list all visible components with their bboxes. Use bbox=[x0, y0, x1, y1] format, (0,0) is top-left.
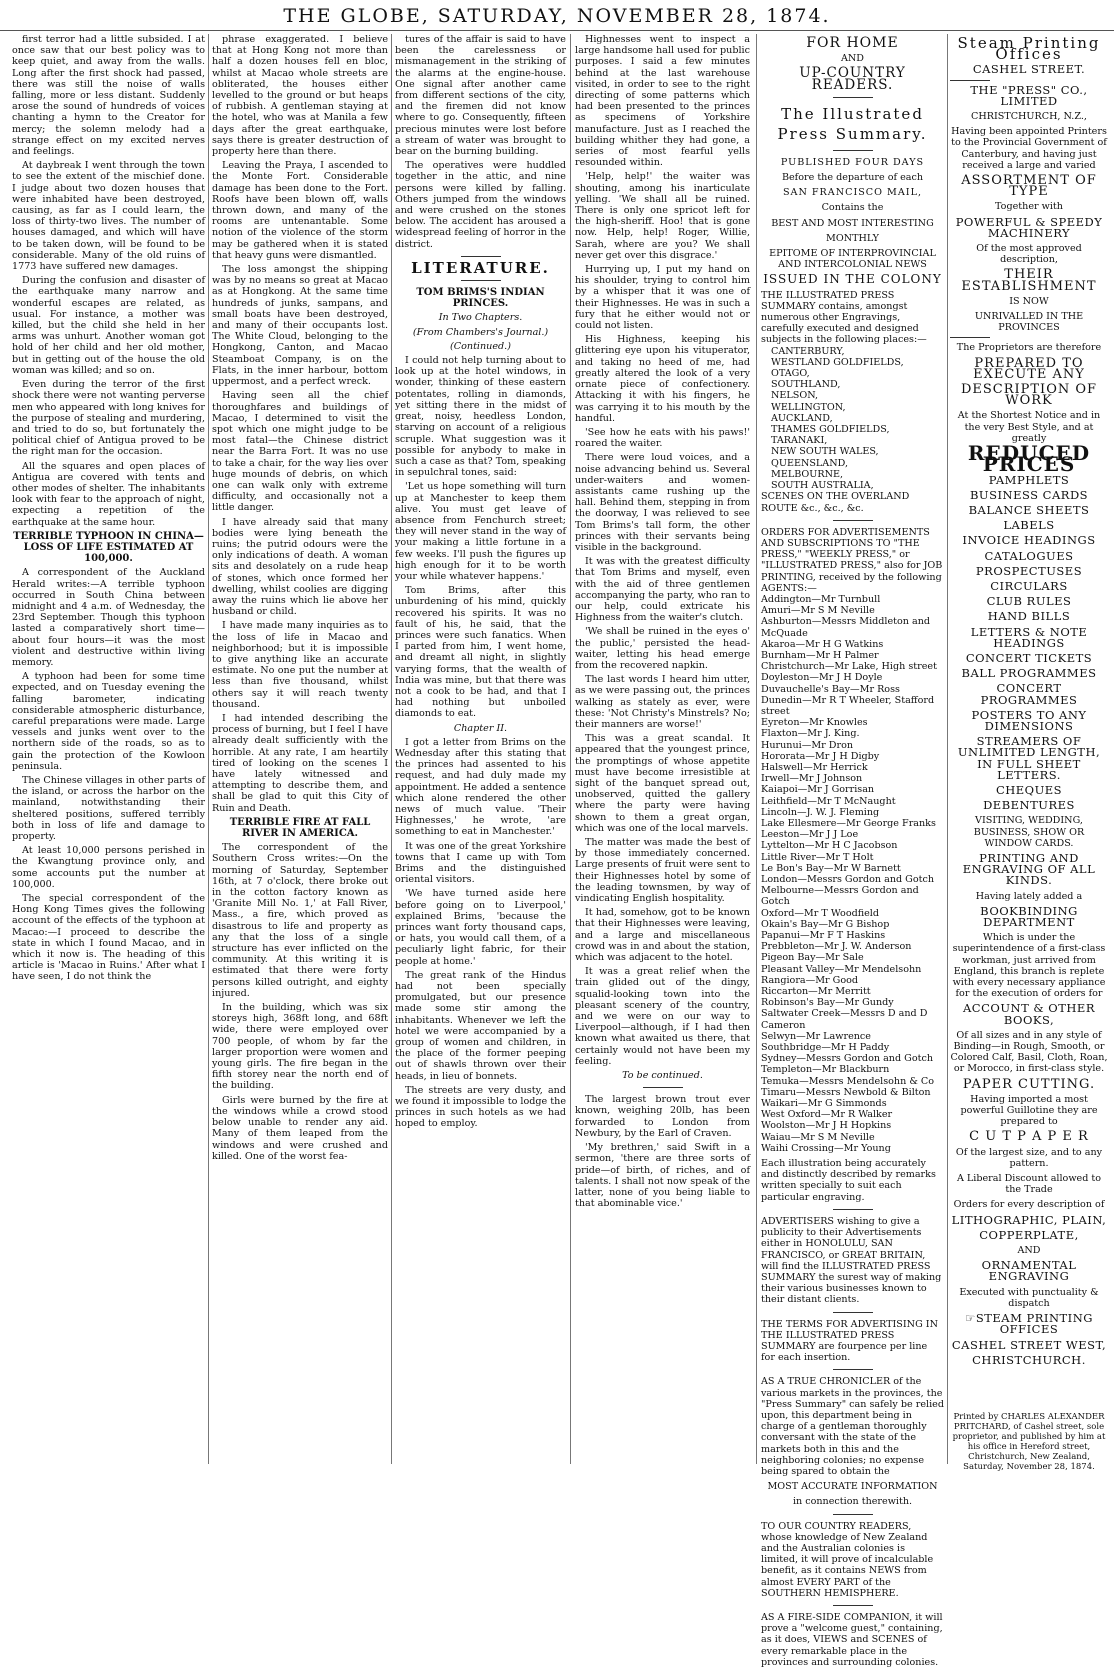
ad-line: CASHEL STREET. bbox=[972, 62, 1086, 77]
service-item: CIRCULARS bbox=[990, 578, 1068, 593]
paragraph: A correspondent of the Auckland Herald writes:—A terrible typhoon occurred in South China between midnight and 4 a.m. of Wednesday, the 23rd September. Though this typhoon lasted a comparatively short time—about four hours—it was the most violent and destructive within living memory. bbox=[12, 567, 205, 668]
list-item: Woolston—Mr J H Hopkins bbox=[761, 1120, 892, 1132]
divider bbox=[833, 97, 873, 98]
list-item: Timaru—Messrs Newbold & Bilton bbox=[761, 1086, 931, 1098]
list-item: Leithfield—Mr T McNaught bbox=[761, 795, 896, 807]
list-item: Doyleston—Mr J H Doyle bbox=[761, 672, 883, 684]
list-item: Lyttelton—Mr H C Jacobson bbox=[761, 840, 898, 852]
list-item: Le Bon's Bay—Mr W Barnett bbox=[761, 862, 901, 874]
column-6-printing-ad bbox=[950, 34, 1108, 1409]
paragraph: Girls were burned by the fire at the windows while a crowd stood below unable to render any aid. Many of them leaped from the windows and were crushed and killed. One of the worst fea- bbox=[212, 1094, 388, 1162]
paragraph: 'Let us hope something will turn up at Manchester to keep them alive. You must get leave of absence from Fenchurch street; they will never stand in the way of your making a little fortune in a few weeks. I'll push the figures up high enough for it to be worth your while whatever happens.' bbox=[395, 481, 566, 582]
service-item: PAMPHLETS bbox=[988, 472, 1070, 487]
service-item: CONCERT TICKETS bbox=[965, 650, 1093, 665]
service-item: LETTERS & NOTE HEADINGS bbox=[970, 624, 1088, 650]
paragraph: phrase exaggerated. I believe that at Hong Kong not more than half a dozen houses fell en bloc, whilst at Macao whole streets are obliterated, the houses either levelled to the ground or but heaps of rubbish. A gentleman staying at the hotel, who was at Manila a few days after the great earthquake, says there is greater destruction of property here than there. bbox=[212, 34, 388, 158]
ad-text: SCENES ON THE OVERLAND ROUTE &c., &c., &c. bbox=[761, 491, 910, 514]
story-chapters: In Two Chapters. bbox=[438, 312, 523, 324]
ad-line: MOST ACCURATE INFORMATION bbox=[767, 1481, 938, 1493]
column-3 bbox=[395, 34, 566, 1464]
list-item: Dunedin—Mr R T Wheeler, Stafford street bbox=[761, 694, 935, 717]
list-item: Temuka—Messrs Mendelsohn & Co bbox=[761, 1075, 935, 1087]
ad-line: THE "PRESS" CO., LIMITED bbox=[970, 82, 1088, 108]
paragraph: I could not help turning about to look up at the hotel windows, in wonder, thinking of these eastern potentates, rolling in diamonds, yet sitting there in the midst of great, noisy, heedless London, starving on account of a religious scruple. What suggestion was it possible for anybody to make in such a case as that? Tom, speaking in sepulchral tones, said: bbox=[395, 355, 567, 479]
ad-line: CHRISTCHURCH, N.Z., bbox=[971, 111, 1087, 123]
list-item: THAMES GOLDFIELDS, bbox=[771, 424, 890, 436]
paragraph: The operatives were huddled together in the attic, and nine persons were killed by falling. Others jumped from the windows and were crushed on the stones below. The accident has aroused a widespread feeling of horror in the district. bbox=[395, 160, 566, 250]
list-item: Papanui—Mr F T Haskins bbox=[761, 930, 886, 942]
list-item: Amuri—Mr S M Neville bbox=[761, 605, 875, 617]
ad-line: CASHEL STREET WEST, bbox=[951, 1337, 1107, 1352]
list-item: Duvauchelle's Bay—Mr Ross bbox=[761, 683, 900, 695]
divider bbox=[833, 1312, 873, 1313]
masthead: THE GLOBE, SATURDAY, NOVEMBER 28, 1874. bbox=[0, 0, 1114, 31]
ad-text: TO OUR COUNTRY READERS, whose knowledge of New Zealand and the Australian colonies is limited, it will prove of incalculable benefit, as it contains NEWS from almost EVERY PART of the SOUTHERN HEMISPHERE. bbox=[761, 1520, 934, 1599]
ad-text: Having been appointed Printers to the Provincial Government of Canterbury, and having just received a large and varied bbox=[951, 126, 1107, 171]
paragraph: I had intended describing the process of burning, but I feel I have already dealt sufficiently with the horrible. At any rate, I am heartily tired of looking on the scenes I have lately witnessed and attempting to describe them, and shall be glad to quit this City of Ruin and Death. bbox=[212, 712, 388, 814]
list-item: Lake Ellesmere—Mr George Franks bbox=[761, 817, 936, 829]
list-item: NELSON, bbox=[771, 390, 819, 402]
list-item: Templeton—Mr Blackburn bbox=[761, 1064, 890, 1076]
list-item: Flaxton—Mr J. King. bbox=[761, 728, 860, 740]
ad-line: MONTHLY bbox=[826, 232, 879, 244]
article-heading: TERRIBLE FIRE AT FALL RIVER IN AMERICA. bbox=[229, 816, 371, 840]
list-item: Rangiora—Mr Good bbox=[761, 974, 859, 986]
list-item: NEW SOUTH WALES, bbox=[771, 446, 879, 458]
paragraph: 'We shall be ruined in the eyes o' the public,' persisted the head-waiter, letting his head emerge from the recovered napkin. bbox=[575, 626, 750, 671]
ad-line: The Proprietors are therefore bbox=[956, 342, 1102, 354]
ad-line: LITHOGRAPHIC, PLAIN, bbox=[951, 1212, 1107, 1227]
list-item: Halswell—Mr Herrick bbox=[761, 761, 868, 773]
ad-line: CHRISTCHURCH. bbox=[972, 1352, 1086, 1367]
list-item: Waikari—Mr G Simmonds bbox=[761, 1098, 887, 1110]
list-item: Irwell—Mr J Johnson bbox=[761, 773, 863, 785]
ad-text: ADVERTISERS wishing to give a publicity to their Advertisements either in HONOLULU, SAN FRANCISCO, or GREAT BRITAIN, will find the ILLUSTRATED PRESS SUMMARY the surest way of making their various businesses known to their distant clients. bbox=[761, 1215, 942, 1306]
paragraph: first terror had a little subsided. I at once saw that our best policy was to keep quiet, and away from the walls. Long after the first shock had passed, there was still the noise of walls falling, more or less distant. Suddenly arose the sound of hundreds of voices chanting a hymn to the Creator for mercy; the solemn melody had a strange effect on my excited nerves and feelings. bbox=[12, 34, 205, 158]
ad-line: CHEQUES bbox=[995, 782, 1063, 797]
ad-line: VISITING, WEDDING, BUSINESS, SHOW OR WINDOW CARDS. bbox=[973, 815, 1085, 849]
paragraph: 'We have turned aside here before going on to Liverpool,' explained Brims, 'because the princes want forty thousand caps, or hats, you would call them, of a peculiarly light fabric, for their people at home.' bbox=[395, 888, 566, 967]
service-item: LABELS bbox=[1003, 518, 1055, 533]
chapter-heading: Chapter II. bbox=[453, 722, 508, 734]
column-rule bbox=[208, 34, 209, 1464]
ad-line: ACCOUNT & OTHER BOOKS, bbox=[963, 1001, 1095, 1027]
ad-line: COPPERPLATE, bbox=[979, 1227, 1079, 1242]
paragraph: The great rank of the Hindus had not been specially promulgated, but our presence made some stir among the inhabitants. Whenever we left the hotel we were accompanied by a group of women and children, in the place of the former peeping out of shawls thrown over their heads, in lieu of bonnets. bbox=[395, 969, 566, 1082]
places-list bbox=[761, 346, 944, 492]
paragraph: It was a great relief when the train glided out of the dingy, squalid-looking town into the pleasant scenery of the country, and we were on our way to Liverpool—although, if I had then known what awaited us there, that certainly would not have been my feeling. bbox=[575, 966, 750, 1067]
paragraph: Even during the terror of the first shock there were not wanting perverse men who appeared with long knives for the purpose of stealing and murdering, and tried to do so, but fortunately the political chief of Antigua proved to be the right man for the occasion. bbox=[12, 379, 205, 458]
paragraph: It was with the greatest difficulty that Tom Brims and myself, even with the aid of three gentlemen accompanying the party, who ran to our help, could extricate his Highness from the waiter's clutch. bbox=[575, 556, 750, 624]
ad-line: ASSORTMENT OF TYPE bbox=[961, 173, 1097, 200]
list-item: Little River—Mr T Holt bbox=[761, 851, 874, 863]
ad-line: UNRIVALLED IN THE PROVINCES bbox=[974, 311, 1084, 334]
ad-line: BEST AND MOST INTERESTING bbox=[771, 217, 934, 229]
list-item: Waihi Crossing—Mr Young bbox=[761, 1142, 891, 1154]
list-item: QUEENSLAND, bbox=[771, 457, 849, 469]
ad-text: AS A FIRE-SIDE COMPANION, it will prove a "welcome guest," containing, as it does, VIEWS and SCENES of every remarkable place in the provinces and surrounding colonies. bbox=[761, 1611, 943, 1668]
divider bbox=[833, 1209, 873, 1210]
ad-text: Each illustration being accurately and distinctly described by remarks written specially to suit each particular engraving. bbox=[761, 1158, 936, 1203]
service-item: POSTERS TO ANY DIMENSIONS bbox=[971, 707, 1087, 733]
service-item: BUSINESS CARDS bbox=[969, 487, 1089, 502]
ad-line: DEBENTURES bbox=[983, 798, 1075, 813]
list-item: Akaroa—Mr H G Watkins bbox=[761, 638, 884, 650]
ad-line: Of the largest size, and to any pattern. bbox=[955, 1146, 1103, 1169]
paragraph: Highnesses went to inspect a large handsome hall used for public purposes. I said a few minutes behind at the last warehouse visited, in order to see to the right directing of some patterns which had been presented to the princes as specimens of Yorkshire manufacture. Just as I reached the building whither they had gone, a series of most fearful yells resounded within. bbox=[575, 34, 750, 169]
paragraph: The special correspondent of the Hong Kong Times gives the following account of the effects of the typhoon at Macao:—I proceed to describe the state in which I found Macao, and in which it now is. The heading of this article is 'Macao in Ruins.' After what I have seen, I do not think the bbox=[12, 893, 205, 983]
list-item: Robinson's Bay—Mr Gundy bbox=[761, 997, 894, 1009]
divider bbox=[461, 280, 501, 281]
paragraph: The matter was made the best of by those immediately concerned. Large presents of fruit were sent to their Highnesses hotel by some of the leading townsmen, by way of vindicating English hospitality. bbox=[575, 837, 750, 905]
list-item: Addington—Mr Turnbull bbox=[761, 593, 881, 605]
ad-text: Having imported a most powerful Guillotine they are prepared to bbox=[960, 1093, 1098, 1128]
ad-line: Of the most approved description, bbox=[976, 243, 1082, 266]
paragraph: During the confusion and disaster of the earthquake many narrow and wonderful escapes are related, as usual. For instance, a mother was killed, but the child she held in her arms was unhurt. Another woman got hold of her child and her old mother, but in getting out of the house the old woman was killed; and so on. bbox=[12, 275, 205, 376]
section-heading: LITERATURE. bbox=[411, 258, 550, 277]
paragraph: 'See how he eats with his paws!' roared the waiter. bbox=[575, 426, 750, 450]
service-item: INVOICE HEADINGS bbox=[962, 533, 1096, 548]
divider bbox=[833, 150, 873, 151]
service-item: CONCERT PROGRAMMES bbox=[980, 681, 1078, 707]
to-be-continued: To be continued. bbox=[622, 1070, 703, 1082]
ad-line: C U T P A P E R bbox=[969, 1129, 1089, 1145]
divider bbox=[833, 1514, 873, 1515]
paragraph: I have made many inquiries as to the loss of life in Macao and neighborhood; but it is impossible to give anything like an accurate estimate. No one put the number at less than five thousand, whilst others say it will reach twenty thousand. bbox=[212, 620, 388, 710]
imprint-footer: Printed by CHARLES ALEXANDER PRITCHARD, of Cashel street, sole proprietor, and published by him at his office in Hereford street, Christchurch, New Zealand, Saturday, November 28, 1874. bbox=[952, 1412, 1106, 1472]
list-item: Melbourne—Messrs Gordon and Gotch bbox=[761, 885, 919, 908]
paragraph: This was a great scandal. It appeared that the youngest prince, the promptings of whose appetite must have become irresistible at sight of the banquet spread out, unobserved, quitted the gallery where the party were having shown to them a great organ, which was one of the local marvels. bbox=[575, 733, 750, 834]
divider bbox=[833, 1369, 873, 1370]
paragraph: Hurrying up, I put my hand on his shoulder, trying to control him by a whisper that it was one of their Highnesses. He was in such a fury that he either would not or could not listen. bbox=[575, 264, 750, 332]
ad-line: At the Shortest Notice and in the very Best Style, and at greatly bbox=[957, 410, 1101, 444]
ad-line: DESCRIPTION OF WORK bbox=[960, 382, 1098, 409]
paragraph: In the building, which was six storeys high, 368ft long, and 68ft wide, there were employed over 700 people, of whom by far the larger proportion were women and young girls. The fire began in the fifth storey near the north end of the building. bbox=[212, 1002, 388, 1092]
list-item: MELBOURNE, bbox=[771, 468, 844, 480]
ad-text: THE ILLUSTRATED PRESS SUMMARY contains, amongst numerous other Engravings, carefully executed and designed subjects in the following places:— bbox=[761, 289, 927, 346]
ad-line: BOOKBINDING DEPARTMENT bbox=[980, 903, 1078, 929]
article-heading: TERRIBLE TYPHOON IN CHINA—LOSS OF LIFE ESTIMATED AT 100,000. bbox=[13, 530, 204, 565]
ad-line: Together with bbox=[995, 201, 1063, 213]
list-item: Waiau—Mr S M Neville bbox=[761, 1131, 875, 1143]
ad-line: PRINTING AND ENGRAVING OF ALL KINDS. bbox=[962, 850, 1096, 888]
divider bbox=[461, 256, 501, 257]
ad-line: Executed with punctuality & dispatch bbox=[959, 1286, 1099, 1309]
list-item: Burnham—Mr H Palmer bbox=[761, 649, 879, 661]
ad-line: PAPER CUTTING. bbox=[962, 1076, 1096, 1092]
paragraph: It had, somehow, got to be known that their Highnesses were leaving, and a large and miscellaneous crowd was in and about the station, which was adjacent to the hotel. bbox=[575, 907, 750, 964]
service-item: CLUB RULES bbox=[986, 594, 1072, 609]
ad-line: Before the departure of each bbox=[781, 172, 924, 184]
column-rule bbox=[947, 34, 948, 1464]
ad-line: REDUCED PRICES bbox=[967, 441, 1091, 477]
paragraph: I have already said that many bodies were lying beneath the ruins; the putrid odours were the only indications of death. A woman sits and desolately on a rude heap of stones, which once formed her dwelling, whilst coolies are digging away the ruins which lie above her husband or child. bbox=[212, 516, 388, 618]
paragraph: I got a letter from Brims on the Wednesday after this stating that the princes had assented to his request, and had duly made my appointment. He added a sentence which alone rendered the other news of much value. 'Their Highnesses,' he wrote, 'are something to eat in Manchester.' bbox=[395, 736, 566, 838]
list-item: Hurunui—Mr Dron bbox=[761, 739, 854, 751]
divider bbox=[950, 80, 990, 81]
paragraph: All the squares and open places of Antigua are covered with tents and other modes of shelter. The inhabitants look with fear to the approach of night, expecting a repetition of the earthquake at the same hour. bbox=[12, 460, 205, 528]
story-source: (From Chambers's Journal.) bbox=[412, 326, 549, 338]
paragraph: A typhoon had been for some time expected, and on Tuesday evening the falling barometer, indicating considerable atmospheric disturbance, careful preparations were made. Large vessels and junks went over to the northern side of the roads, so as to gain the protection of the Kowloon peninsula. bbox=[12, 671, 205, 772]
ad-title: Steam Printing Offices bbox=[957, 34, 1101, 64]
ad-line: PUBLISHED FOUR DAYS bbox=[780, 156, 925, 168]
list-item: TARANAKI, bbox=[771, 435, 828, 447]
paragraph: Having seen all the chief thoroughfares and buildings of Macao, I determined to visit the spot which one might judge to be most fatal—the Chinese district near the Barra Fort. It was no use to take a chair, for the way lies over huge mounds of debris, on which one can walk only with extreme difficulty, and occasionally not a little danger. bbox=[212, 390, 388, 514]
list-item: SOUTH AUSTRALIA, bbox=[771, 480, 874, 492]
list-item: Saltwater Creek—Messrs D and D Cameron bbox=[761, 1008, 928, 1031]
paragraph: tures of the affair is said to have been the carelessness or mismanagement in the striking of the alarms at the engine-house. One signal after another came from different sections of the city, and the firemen did not know where to go. Consequently, fifteen precious minutes were lost before a stream of water was brought to bear on the burning building. bbox=[395, 34, 566, 158]
list-item: WESTLAND GOLDFIELDS, bbox=[771, 356, 904, 368]
ad-line: AND bbox=[1017, 1245, 1041, 1257]
list-item: Oxford—Mr T Woodfield bbox=[761, 907, 880, 919]
ad-text: ORDERS FOR ADVERTISEMENTS AND SUBSCRIPTIONS TO "THE PRESS," "WEEKLY PRESS," or "ILLUSTRATED PRESS," also for JOB PRINTING, received by the following AGENTS:— bbox=[761, 526, 943, 594]
ad-line: IS NOW bbox=[1009, 295, 1049, 307]
ad-text: Of all sizes and in any style of Binding—in Rough, Smooth, or Colored Calf, Basil, Cloth, Roan, or Morocco, in first-class style. bbox=[950, 1029, 1108, 1075]
service-item: CATALOGUES bbox=[984, 548, 1074, 563]
ad-line: PREPARED TO EXECUTE ANY bbox=[973, 355, 1085, 382]
ad-line: A Liberal Discount allowed to the Trade bbox=[956, 1173, 1102, 1196]
ad-line: SAN FRANCISCO MAIL, bbox=[782, 187, 923, 199]
ad-line: Contains the bbox=[821, 202, 884, 214]
agents-list bbox=[761, 594, 944, 1154]
ad-text: Which is under the superintendence of a first-class workman, just arrived from England, this branch is replete with every necessary appliance for the execution of orders for bbox=[952, 932, 1106, 1000]
paragraph: Leaving the Praya, I ascended to the Monte Fort. Considerable damage has been done to the Fort. Roofs have been blown off, walls thrown down, and many of the rooms are untenantable. Some notion of the violence of the storm may be gathered when it is stated that heavy guns were dismantled. bbox=[212, 160, 388, 261]
paragraph: At least 10,000 persons perished in the Kwangtung province only, and some accounts put the number at 100,000. bbox=[12, 845, 205, 890]
list-item: West Oxford—Mr R Walker bbox=[761, 1109, 893, 1121]
list-item: Selwyn—Mr Lawrence bbox=[761, 1030, 871, 1042]
column-4 bbox=[575, 34, 750, 1464]
divider bbox=[833, 520, 873, 521]
column-2 bbox=[212, 34, 388, 1464]
paragraph: His Highness, keeping his glittering eye upon his vituperator, and taking no heed of me, had greatly altered the look of a very ornate piece of confectionery. Attacking it with his fingers, he was carrying it to his mouth by the handful. bbox=[575, 334, 750, 424]
list-item: CANTERBURY, bbox=[771, 345, 845, 357]
list-item: Christchurch—Mr Lake, High street bbox=[761, 661, 937, 673]
list-item: Riccarton—Mr Merritt bbox=[761, 986, 871, 998]
paragraph: 'Help, help!' the waiter was shouting, among his inarticulate yelling. 'We shall all be ruined. There is only one spricot left for the high-sheriff. Hoo! that is gone now. Help, help! Roger, Willie, Sarah, where are you? We shall never get over this disgrace.' bbox=[575, 171, 750, 261]
list-item: Leeston—Mr J J Loe bbox=[761, 829, 859, 841]
ad-line: ☞STEAM PRINTING OFFICES bbox=[965, 1311, 1093, 1337]
paragraph: The loss amongst the shipping was by no means so great at Macao as at Hongkong. At the same time hundreds of junks, sampans, and small boats have been destroyed, and many of their occupants lost. The White Cloud, belonging to the Hongkong, Canton, and Macao Steamboat Company, is on the Flats, in the inner harbour, bottom uppermost, and a perfect wreck. bbox=[212, 264, 388, 388]
paragraph: It was one of the great Yorkshire towns that I came up with Tom Brims and the distinguished oriental visitors. bbox=[395, 840, 566, 886]
story-continued: (Continued.) bbox=[450, 340, 511, 352]
paragraph: 'My brethren,' said Swift in a sermon, 'there are three sorts of pride—of birth, of riches, and of talents. I shall not now speak of the latter, none of you being liable to that abominable vice.' bbox=[575, 1142, 750, 1210]
column-rule bbox=[391, 34, 392, 1464]
ad-heading: AND bbox=[840, 53, 864, 65]
divider bbox=[950, 337, 990, 338]
list-item: Lincoln—J. W. J. Fleming bbox=[761, 806, 880, 818]
ad-line: Orders for every description of bbox=[953, 1199, 1105, 1211]
service-item: BALANCE SHEETS bbox=[968, 502, 1090, 517]
list-item: London—Messrs Gordon and Gotch bbox=[761, 874, 935, 885]
list-item: Southbridge—Mr H Paddy bbox=[761, 1042, 890, 1054]
ad-text: THE TERMS FOR ADVERTISING IN THE ILLUSTRATED PRESS SUMMARY are fourpence per line for each insertion. bbox=[761, 1318, 938, 1364]
service-item: BALL PROGRAMMES bbox=[961, 666, 1097, 681]
ad-text: AS A TRUE CHRONICLER of the various markets in the provinces, the "Press Summary" can safely be relied upon, this department being in charge of a gentleman thoroughly conversant with the state of the markets both in this and the neighboring colonies; no expense being spared to obtain the bbox=[761, 1376, 944, 1477]
service-item: HAND BILLS bbox=[987, 609, 1071, 624]
ad-line: ISSUED IN THE COLONY bbox=[763, 272, 942, 287]
ad-line: ORNAMENTAL ENGRAVING bbox=[981, 1258, 1077, 1284]
column-5-press-summary-ad bbox=[761, 34, 944, 1668]
ad-line: EPITOME OF INTERPROVINCIAL AND INTERCOLONIAL NEWS bbox=[769, 248, 936, 271]
list-item: Pleasant Valley—Mr Mendelsohn bbox=[761, 963, 922, 975]
list-item: Eyreton—Mr Knowles bbox=[761, 717, 868, 729]
list-item: Prebbleton—Mr J. W. Anderson bbox=[761, 941, 912, 953]
ad-line: STREAMERS OF UNLIMITED LENGTH, IN FULL SHEET LETTERS. bbox=[957, 734, 1101, 782]
paragraph: The Chinese villages in other parts of the island, or across the harbor on the mainland, notwithstanding their sheltered positions, suffered terribly both in loss of life and damage to property. bbox=[12, 775, 205, 843]
paragraph: There were loud voices, and a noise advancing behind us. Several under-waiters and women-assistants came rushing up the hall. Behind them, stepping in from the doorway, I was relieved to see Tom Brims's tall form, the other princes with their servants being visible in the background. bbox=[575, 452, 750, 553]
story-title: TOM BRIMS'S INDIAN PRINCES. bbox=[416, 287, 545, 310]
paragraph: The streets are very dusty, and we found it impossible to lodge the princes in such hotels as we had hoped to employ. bbox=[395, 1084, 566, 1130]
ad-heading: FOR HOME bbox=[806, 35, 899, 51]
ad-line: POWERFUL & SPEEDY MACHINERY bbox=[955, 214, 1103, 240]
paragraph: The correspondent of the Southern Cross writes:—On the morning of Saturday, September 16th, at 7 o'clock, there broke out in the cotton factory known as 'Granite Mill No. 1,' at Fall River, Mass., a fire, which proved as disastrous to life and property as any that the loss of a single structure has ever inflicted on the community. At this writing it is estimated that there were forty persons killed outright, and eighty injured. bbox=[212, 842, 388, 999]
list-item: Ashburton—Messrs Middleton and McQuade bbox=[761, 616, 931, 639]
service-item: PROSPECTUSES bbox=[975, 563, 1083, 578]
list-item: OTAGO, bbox=[771, 368, 810, 380]
list-item: Hororata—Mr J H Digby bbox=[761, 750, 880, 762]
ad-title: The Illustrated Press Summary. bbox=[777, 104, 928, 143]
paragraph: At daybreak I went through the town to see the extent of the mischief done. I judge about two dozen houses that were inhabited have been destroyed, causing, as far as I could learn, the loss of thirty-two lives. The number of houses damaged, and which will have to be taken down, will be found to be considerable. Many of the old ruins of 1773 have suffered new damages. bbox=[12, 160, 205, 273]
list-item: Okain's Bay—Mr G Bishop bbox=[761, 918, 890, 930]
list-item: Pigeon Bay—Mr Sale bbox=[761, 952, 864, 964]
paragraph: The largest brown trout ever known, weighing 20lb, has been forwarded to London from Newbury, by the Earl of Craven. bbox=[575, 1094, 750, 1139]
divider bbox=[643, 1087, 683, 1088]
column-rule bbox=[756, 34, 757, 1464]
list-item: SOUTHLAND, bbox=[771, 379, 841, 391]
list-item: Kaiapoi—Mr J Gorrisan bbox=[761, 784, 875, 796]
ad-heading: UP-COUNTRY READERS. bbox=[799, 65, 906, 93]
column-1 bbox=[12, 34, 205, 1464]
paragraph: The last words I heard him utter, as we were passing out, the princes walking as stately as ever, were these: 'Not Christy's Minstrels? No; their manners are worse!' bbox=[575, 674, 750, 730]
ad-line: in connection therewith. bbox=[792, 1496, 913, 1508]
column-rule bbox=[570, 34, 571, 1464]
divider bbox=[833, 1605, 873, 1606]
list-item: WELLINGTON, bbox=[771, 401, 846, 413]
list-item: AUCKLAND, bbox=[771, 412, 833, 424]
ad-line: THEIR ESTABLISHMENT bbox=[961, 267, 1097, 294]
paragraph: Tom Brims, after this unburdening of his mind, quickly recovered his spirits. It was no fault of his, he said, that the princes were such fanatics. When I parted from him, I went home, and dreamt all night, in slightly varying forms, that the wealth of India was mine, but that there was not a cook to be had, and that I had nothing but unboiled diamonds to eat. bbox=[395, 585, 566, 720]
ad-line: Having lately added a bbox=[975, 890, 1083, 902]
list-item: Sydney—Messrs Gordon and Gotch bbox=[761, 1053, 934, 1065]
